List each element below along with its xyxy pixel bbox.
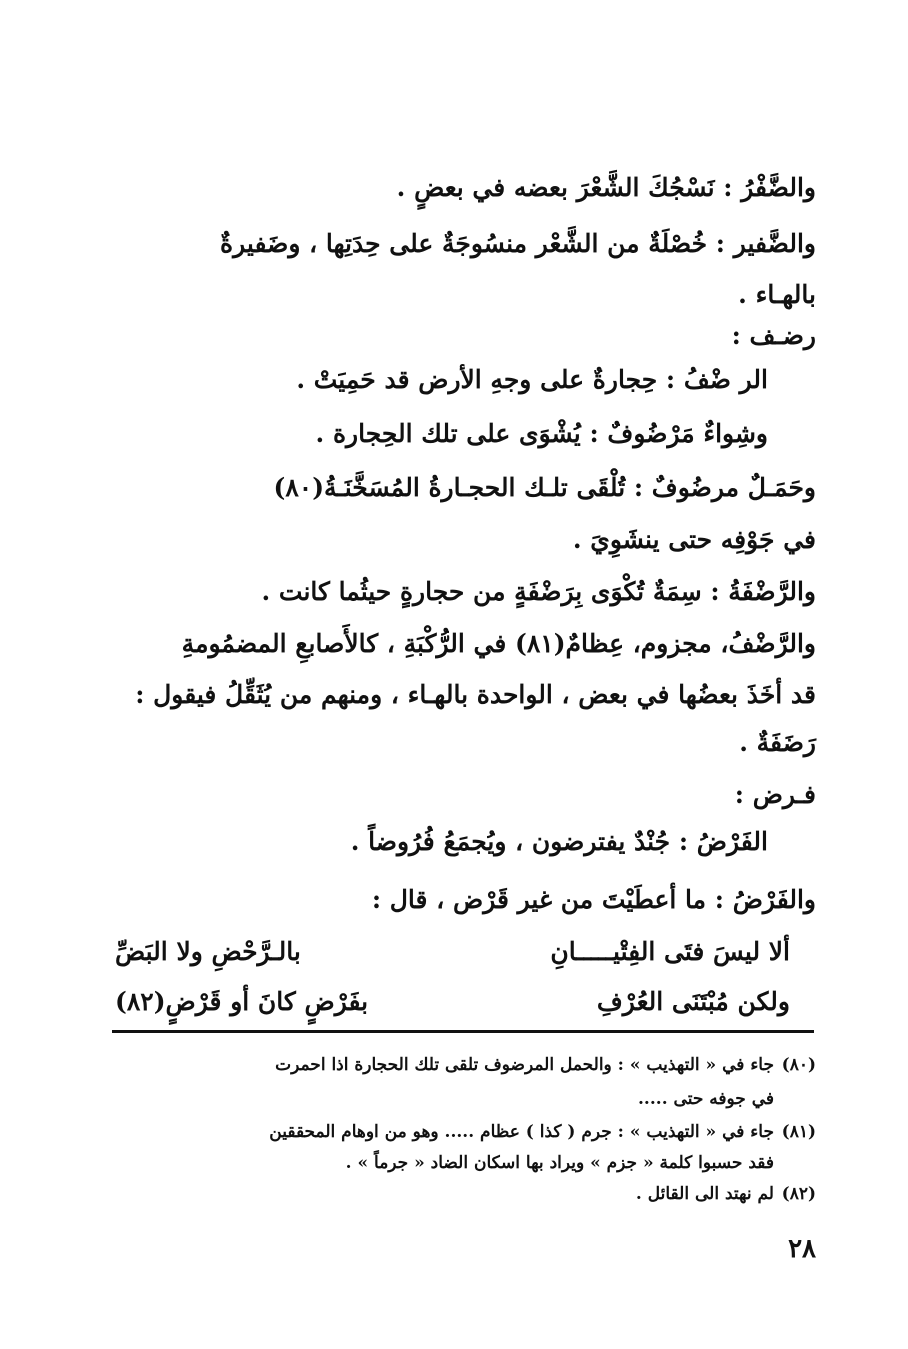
entry-line: والرَّضْفُ، مجزوم، عِظامٌ(٨١) في الرُّكْبَةِ ، كالأَصابعِ المضمُومةِ bbox=[181, 629, 816, 658]
entry-line: وشِواءٌ مَرْضُوفٌ : يُشْوَى على تلك الحِجارة . bbox=[315, 419, 768, 448]
entry-line: والرَّضْفَةُ : سِمَةٌ تُكْوَى بِرَضْفَةٍ من حجارةٍ حيثُما كانت . bbox=[261, 577, 816, 606]
footnote-separator bbox=[112, 1030, 814, 1033]
footnote-continuation: في جوفه حتى ..... bbox=[638, 1089, 774, 1109]
footnote-number: (٨٠) bbox=[781, 1055, 816, 1075]
verse-hemistich-first: ولكن مُبْتَنَى العُرْفِ bbox=[596, 987, 790, 1016]
footnote-number: (٨٢) bbox=[781, 1184, 816, 1204]
entry-line: رَضَفَةٌ . bbox=[739, 728, 816, 757]
footnote-82 bbox=[111, 1182, 816, 1206]
footnote-number: (٨١) bbox=[781, 1122, 816, 1142]
footnote-continuation: فقد حسبوا كلمة « جزم » ويراد بها اسكان الضاد « جرماً » . bbox=[345, 1153, 774, 1173]
footnote-80 bbox=[111, 1053, 816, 1077]
section-heading-radf: رضـف : bbox=[731, 321, 816, 350]
entry-line: الر ضْفُ : حِجارةٌ على وجهِ الأرض قد حَمِيَتْ . bbox=[296, 365, 768, 394]
section-heading-fard: فـرض : bbox=[734, 780, 816, 809]
footnote-81 bbox=[111, 1120, 816, 1144]
entry-line: الفَرْضُ : جُنْدٌ يفترضون ، ويُجمَعُ فُرُوضاً . bbox=[350, 827, 768, 856]
footnote-text: جاء في « التهذيب » : والحمل المرضوف تلقى تلك الحجارة اذا احمرت bbox=[275, 1055, 774, 1075]
page-number: ٢٨ bbox=[788, 1234, 816, 1264]
entry-line: وحَمَـلٌ مرضُوفٌ : تُلْقَى تلـك الحجـارةُ المُسَخَّنَـةُ(٨٠) bbox=[273, 473, 816, 502]
entry-line: قد أخَذَ بعضُها في بعض ، الواحدة بالهـاء ، ومنهم من يُثَقِّلُ فيقول : bbox=[135, 680, 816, 709]
verse-hemistich-first: ألا ليسَ فتَى الفِتْيـــــانِ bbox=[550, 937, 790, 966]
entry-line: بالهـاء . bbox=[738, 280, 816, 309]
entry-line: والضَّفْرُ : نَسْجُكَ الشَّعْرَ بعضه في بعضٍ . bbox=[396, 173, 816, 202]
footnote-text: لم نهتد الى القائل . bbox=[635, 1184, 774, 1204]
entry-line: والضَّفير : خُصْلَةٌ من الشَّعْر منسُوجَةٌ على حِدَتِها ، وضَفيرةٌ bbox=[220, 229, 816, 258]
entry-line: في جَوْفِه حتى ينشَوِيَ . bbox=[572, 525, 816, 554]
verse-hemistich-second: بفَرْضٍ كانَ أو قَرْضٍ(٨٢) bbox=[115, 987, 369, 1016]
footnote-text: جاء في « التهذيب » : جرم ( كذا ) عظام ..... وهو من اوهام المحققين bbox=[269, 1122, 774, 1142]
verse-hemistich-second: بالـرَّحْضِ ولا البَضِّ bbox=[115, 937, 301, 966]
entry-line: والفَرْضُ : ما أعطَيْتَ من غير قَرْض ، قال : bbox=[371, 885, 816, 914]
